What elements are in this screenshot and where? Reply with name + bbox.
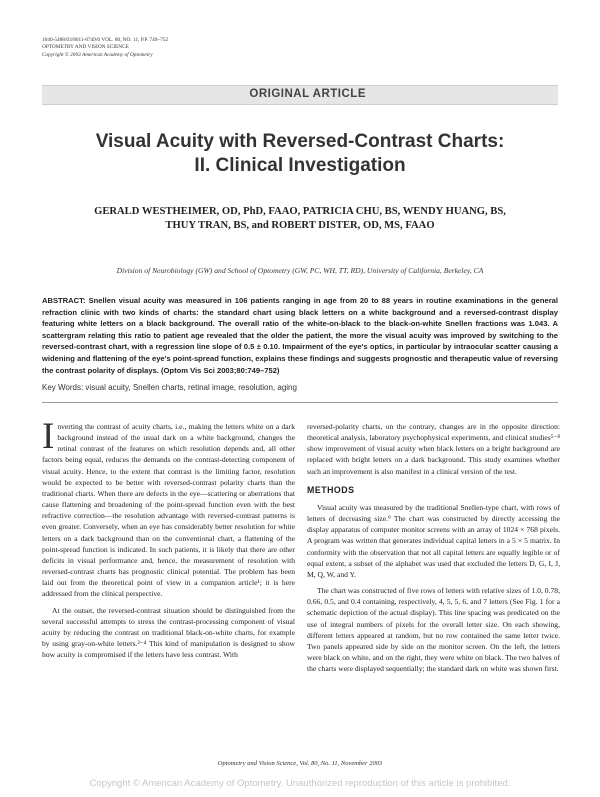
page-footer: Optometry and Vision Science, Vol. 80, No. 11, November 2003: [217, 760, 383, 767]
methods-paragraph-2: The chart was constructed of five rows of letters with relative sizes of 1.0, 0.78, 0.66, 0.5, and 0.4 containing, respectively, 4, 5, 5, 6, and 7 letters (See Fig. 1 for a schematic depiction of the actual display). This line spacing was predicated on the use of integral numbers of pixels for the overall letter size. On each showing, different letters appeared at random, but no row contained the same letter twice. Two panels appeared side by side on the monitor screen. On the left, the letters were black on white, and on the right, they were white on black. The two halves of the charts were displayed sequentially; the standard dark on white was shown first.: [307, 586, 560, 674]
authors-line-2: THUY TRAN, BS, and ROBERT DISTER, OD, MS, FAAO: [165, 220, 435, 231]
methods-heading: METHODS: [307, 484, 355, 495]
intro-paragraph-1-text: nverting the contrast of acuity charts, i.e., making the letters white on a dark background instead of the usual dark on a white background, changes the retinal contrast of the features on which resolution depends and, all other factors being equal, reduces the demands on the contrast-detecting component of visual acuity. Hence, to the extent that contrast is the limiting factor, resolution would be expected to be better with reversed-contrast polarity charts than the traditional charts. When there are defects in the eye—scattering or aberrations that cause flattening and broadening of the point-spread function even with the best refractive correction—the resolution advantage with reversed-contrast patterns is even greater. Conversely, when an eye has considerably better resolution for white letters on a dark background than on the conventional chart, a flattening of the point-spread function is indicated. In such patients, it is likely that there are other deficits in visual performance and, hence, the measurement of resolution with reversed-contrast charts has prognostic clinical potential. The problem has been laid out from the theoretical point of view in a companion article¹; it is here addressed from the clinical perspective.: [42, 422, 295, 599]
title-line-1: Visual Acuity with Reversed-Contrast Charts:: [95, 131, 505, 152]
intro-paragraph-2: At the outset, the reversed-contrast situation should be distinguished from the several successful attempts to stress the contrast-processing component of visual acuity by reducing the contrast on traditional black-on-white charts, for example by using gray-on-white letters.²⁻⁴ This kind of manipulation is designed to show how acuity is compromised if the letters have less contrast. With: [42, 605, 295, 660]
article-title: [40, 130, 560, 178]
drop-cap: I: [42, 416, 55, 457]
copyright-notice: Copyright © American Academy of Optometry. Unauthorized reproduction of this article is prohibited.: [89, 778, 511, 789]
title-line-2: II. Clinical Investigation: [194, 155, 406, 176]
intro-paragraph-3: reversed-polarity charts, on the contrary, changes are in the opposite direction: theoretical analysis, laboratory psychophysical experiments, and clinical studies⁵⁻⁸ show improvement of visual acuity when black letters on a bright background are replaced with bright letters on a dark background. This study examines whether such an improvement is also manifest in a clinical version of the test.: [307, 422, 560, 476]
keywords: Key Words: visual acuity, Snellen charts, retinal image, resolution, aging: [42, 383, 297, 392]
affiliation: Division of Neurobiology (GW) and School of Optometry (GW, PC, WH, TT, RD), University of California, Berkeley, CA: [116, 266, 484, 275]
journal-header: [42, 37, 168, 59]
author-list: [40, 205, 560, 233]
methods-paragraph-1: Visual acuity was measured by the traditional Snellen-type chart, with rows of letters of decreasing size.⁹ The chart was constructed by directly accessing the display apparatus of computer monitor screens with an array of 1024 × 768 pixels. A program was written that generates individual capital letters in a 5 × 5 matrix. In conformity with the observation that not all capital letters are equally legible or of equal extent, a subset of the alphabet was used that excluded the letters D, G, I, J, M, Q, W, and Y.: [307, 502, 560, 579]
header-line-1: 1040-5488/03/8011-0749/0 VOL. 80, NO. 11, P.P. 749–752: [42, 37, 169, 43]
section-divider: [42, 402, 558, 403]
header-line-2: OPTOMETRY AND VISION SCIENCE: [42, 44, 129, 51]
article-type-label: ORIGINAL ARTICLE: [249, 88, 366, 100]
authors-line-1: GERALD WESTHEIMER, OD, PhD, FAAO, PATRICIA CHU, BS, WENDY HUANG, BS,: [94, 206, 506, 217]
body-column-right: [307, 421, 560, 679]
body-column-left: [42, 416, 295, 665]
header-line-3: Copyright © 2003 American Academy of Optometry: [42, 51, 153, 58]
abstract: ABSTRACT: Snellen visual acuity was measured in 106 patients ranging in age from 20 to 88 years in routine examinations in the general refraction clinic with two kinds of charts: the standard chart using black letters on a white background and a reversed-contrast display featuring white letters on a black background. The overall ratio of the white-on-black to the black-on-white Snellen fractions was 1.043. A scattergram relating this ratio to patient age revealed that the older the patient, the more the visual acuity was improved by switching to the reversed-contrast chart, with a regression line slope of 0.5 ± 0.10. Impairment of the eye's optics, in particular by intraocular scatter causing a widening and flattening of the eye's point-spread function, explains these findings and suggests prognostic and therapeutic value of reversing the contrast polarity of displays. (Optom Vis Sci 2003;80:749–752): [42, 296, 558, 375]
intro-paragraph-1: [42, 416, 295, 600]
article-type-banner: [42, 85, 558, 105]
